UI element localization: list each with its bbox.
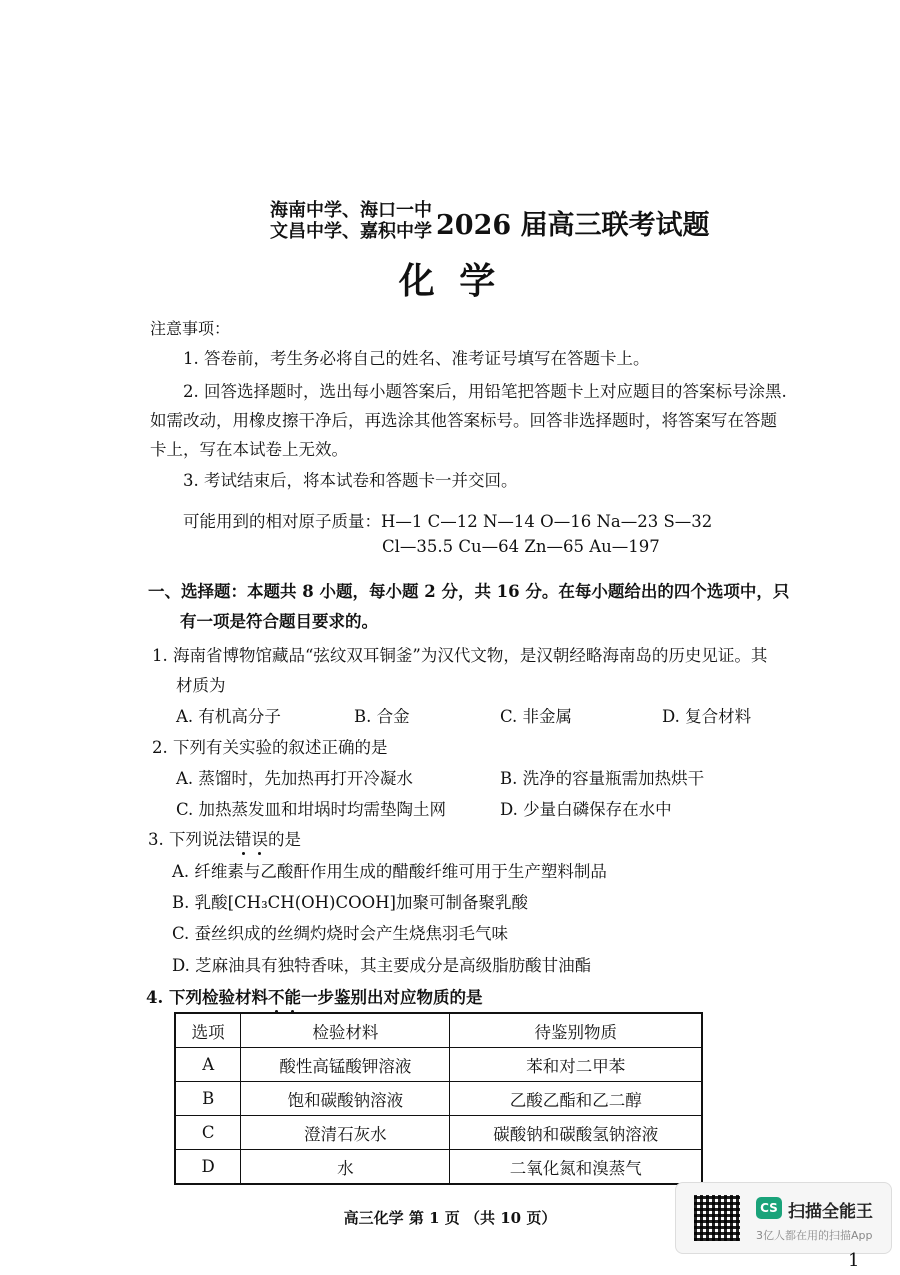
qr-code-icon: [694, 1195, 740, 1241]
q1-option-d: D. 复合材料: [662, 707, 752, 726]
subject-title: 化 学: [398, 260, 502, 302]
school-names: [270, 200, 432, 242]
page-number: 1: [848, 1250, 860, 1271]
q2-option-d: D. 少量白磷保存在水中: [500, 800, 672, 819]
table-row: [175, 1150, 702, 1185]
scanner-watermark: [675, 1182, 892, 1254]
table-cell: 二氧化氮和溴蒸气: [450, 1150, 702, 1185]
table-cell: 饱和碳酸钠溶液: [241, 1082, 450, 1116]
exam-title: 2026 届高三联考试题: [436, 210, 710, 241]
notice-item-1: 1. 答卷前，考生务必将自己的姓名、准考证号填写在答题卡上。: [183, 349, 650, 368]
table-cell: 酸性高锰酸钾溶液: [241, 1048, 450, 1082]
table-cell: 澄清石灰水: [241, 1116, 450, 1150]
q1-stem-line2: 材质为: [176, 676, 226, 695]
schools-line2: 文昌中学、嘉积中学: [270, 221, 432, 242]
q3-stem: 3. 下列说法错误的是: [148, 826, 301, 850]
q3-option-a: A. 纤维素与乙酸酐作用生成的醋酸纤维可用于生产塑料制品: [172, 862, 607, 881]
table-header-row: [175, 1013, 702, 1048]
table-cell: 水: [241, 1150, 450, 1185]
q4-table: [174, 1012, 703, 1185]
table-header-cell: 检验材料: [241, 1013, 450, 1048]
q2-option-a: A. 蒸馏时，先加热再打开冷凝水: [176, 769, 413, 788]
q2-option-c: C. 加热蒸发皿和坩埚时均需垫陶土网: [176, 800, 447, 819]
q1-option-a: A. 有机高分子: [176, 707, 281, 726]
notice-item-2-line1: 2. 回答选择题时，选出每小题答案后，用铅笔把答题卡上对应题目的答案标号涂黑.: [183, 382, 787, 401]
q1-option-b: B. 合金: [354, 707, 410, 726]
atomic-masses-line2: Cl—35.5 Cu—64 Zn—65 Au—197: [382, 537, 660, 556]
table-cell: 苯和对二甲苯: [450, 1048, 702, 1082]
notice-item-2-line2: 如需改动，用橡皮擦干净后，再选涂其他答案标号。回答非选择题时，将答案写在答题: [150, 411, 777, 430]
table-row: [175, 1082, 702, 1116]
table-header-cell: 选项: [175, 1013, 241, 1048]
table-row: [175, 1116, 702, 1150]
schools-line1: 海南中学、海口一中: [270, 200, 432, 221]
table-cell: 乙酸乙酯和乙二醇: [450, 1082, 702, 1116]
table-header-cell: 待鉴别物质: [450, 1013, 702, 1048]
q3-option-b: B. 乳酸[CH₃CH(OH)COOH]加聚可制备聚乳酸: [172, 893, 528, 912]
notice-item-3: 3. 考试结束后，将本试卷和答题卡一并交回。: [183, 471, 518, 490]
table-row: [175, 1048, 702, 1082]
section1-line2: 有一项是符合题目要求的。: [180, 612, 378, 631]
watermark-app-name: 扫描全能王: [788, 1202, 873, 1222]
q3-option-d: D. 芝麻油具有独特香味，其主要成分是高级脂肪酸甘油酯: [172, 956, 592, 975]
q3-option-c: C. 蚕丝织成的丝绸灼烧时会产生烧焦羽毛气味: [172, 924, 509, 943]
camscanner-logo-icon: CS: [756, 1197, 782, 1219]
notice-heading: 注意事项：: [150, 319, 231, 338]
table-cell: D: [175, 1150, 241, 1185]
q1-stem-line1: 1. 海南省博物馆藏品“弦纹双耳铜釜”为汉代文物，是汉朝经略海南岛的历史见证。其: [152, 646, 768, 665]
q2-stem: 2. 下列有关实验的叙述正确的是: [152, 738, 388, 757]
notice-item-2-line3: 卡上，写在本试卷上无效。: [150, 440, 348, 459]
section1-line1: 一、选择题：本题共 8 小题，每小题 2 分，共 16 分。在每小题给出的四个选项中，只: [148, 582, 790, 601]
table-cell: 碳酸钠和碳酸氢钠溶液: [450, 1116, 702, 1150]
table-cell: B: [175, 1082, 241, 1116]
q1-option-c: C. 非金属: [500, 707, 573, 726]
q4-stem: 4. 下列检验材料不能一步鉴别出对应物质的是: [146, 984, 482, 1008]
page-footer: 高三化学 第 1 页 （共 10 页）: [343, 1209, 557, 1227]
table-cell: C: [175, 1116, 241, 1150]
table-cell: A: [175, 1048, 241, 1082]
atomic-masses-line1: 可能用到的相对原子质量：H—1 C—12 N—14 O—16 Na—23 S—32: [183, 512, 713, 531]
watermark-subtitle: 3亿人都在用的扫描App: [756, 1229, 873, 1242]
q2-option-b: B. 洗净的容量瓶需加热烘干: [500, 769, 705, 788]
